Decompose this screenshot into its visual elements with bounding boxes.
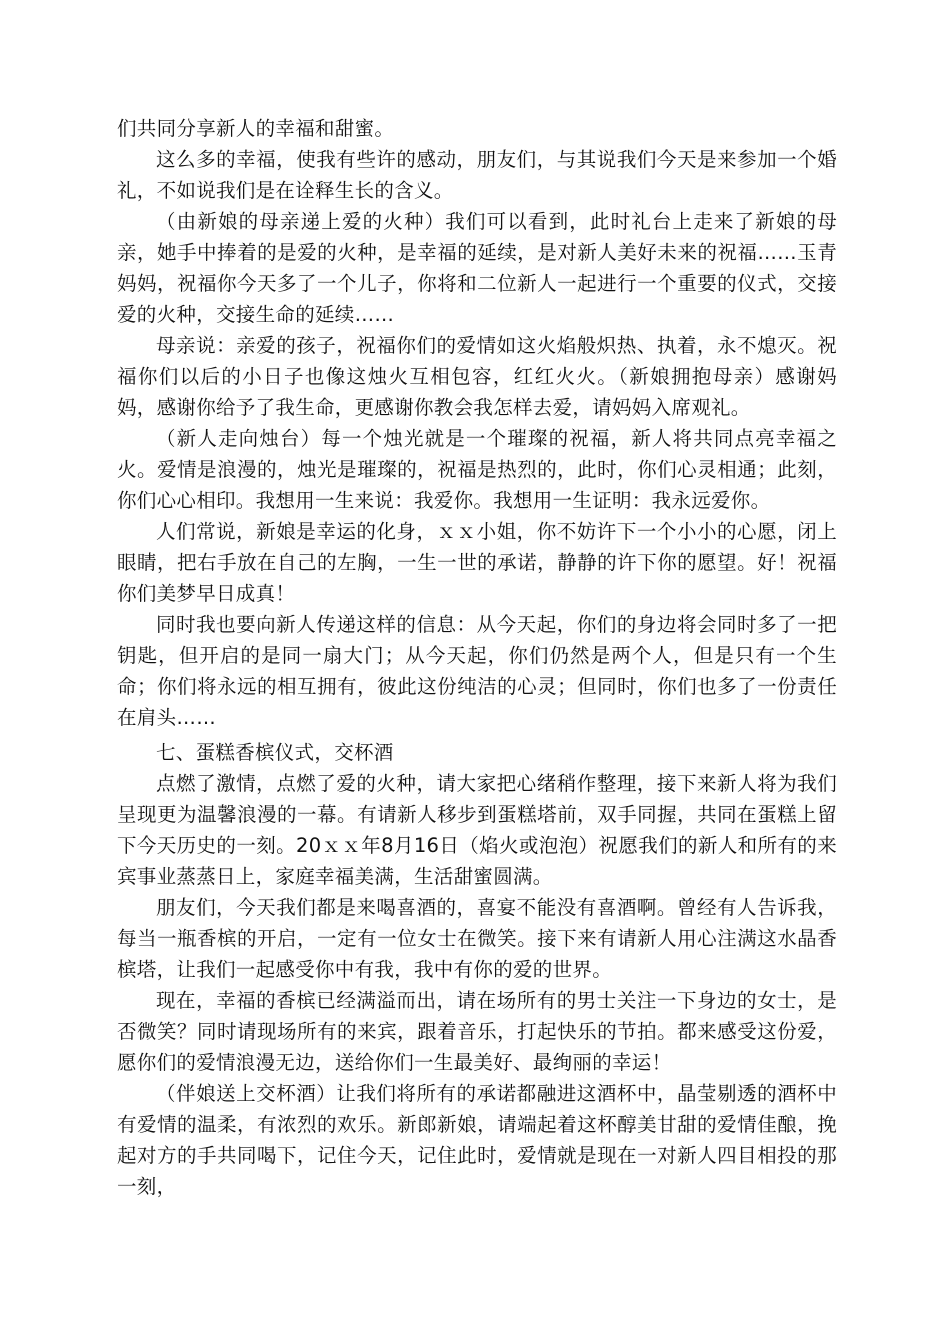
- paragraph-continuation: 们共同分享新人的幸福和甜蜜。: [117, 117, 395, 140]
- document-body: [117, 113, 837, 1202]
- paragraph: （新人走向烛台）每一个烛光就是一个璀璨的祝福，新人将共同点亮幸福之火。爱情是浪漫的，烛光是璀璨的，祝福是热烈的，此时，你们心灵相通；此刻，你们心心相印。我想用一生来说：我爱你。我想用一生证明：我永远爱你。: [117, 427, 837, 512]
- paragraph: 母亲说：亲爱的孩子，祝福你们的爱情如这火焰般炽热、执着，永不熄灭。祝福你们以后的小日子也像这烛火互相包容，红红火火。（新娘拥抱母亲）感谢妈妈，感谢你给予了我生命，更感谢你教会我怎样去爱，请妈妈入席观礼。: [117, 334, 837, 419]
- paragraph: 朋友们，今天我们都是来喝喜酒的，喜宴不能没有喜酒啊。曾经有人告诉我，每当一瓶香槟的开启，一定有一位女士在微笑。接下来有请新人用心注满这水晶香槟塔，让我们一起感受你中有我，我中有你的爱的世界。: [117, 896, 837, 981]
- paragraph: 人们常说，新娘是幸运的化身，ｘｘ小姐，你不妨许下一个小小的心愿，闭上眼睛，把右手放在自己的左胸，一生一世的承诺，静静的许下你的愿望。好！祝福你们美梦早日成真！: [117, 520, 837, 605]
- paragraph: 同时我也要向新人传递这样的信息：从今天起，你们的身边将会同时多了一把钥匙，但开启的是同一扇大门；从今天起，你们仍然是两个人，但是只有一个生命；你们将永远的相互拥有，彼此这份纯洁的心灵；但同时，你们也多了一份责任在肩头……: [117, 613, 837, 729]
- paragraph: 这么多的幸福，使我有些许的感动，朋友们，与其说我们今天是来参加一个婚礼，不如说我们是在诠释生长的含义。: [117, 148, 837, 202]
- paragraph: （伴娘送上交杯酒）让我们将所有的承诺都融进这酒杯中，晶莹剔透的酒杯中有爱情的温柔，有浓烈的欢乐。新郎新娘，请端起着这杯醇美甘甜的爱情佳酿，挽起对方的手共同喝下，记住今天，记住此时，爱情就是现在一对新人四目相投的那一刻，: [117, 1082, 837, 1198]
- section-heading: 七、蛋糕香槟仪式，交杯酒: [156, 741, 394, 764]
- paragraph: 点燃了激情，点燃了爱的火种，请大家把心绪稍作整理，接下来新人将为我们呈现更为温馨浪漫的一幕。有请新人移步到蛋糕塔前，双手同握，共同在蛋糕上留下今天历史的一刻。20ｘｘ年8月16日（焰火或泡泡）祝愿我们的新人和所有的来宾事业蒸蒸日上，家庭幸福美满，生活甜蜜圆满。: [117, 772, 837, 888]
- paragraph: （由新娘的母亲递上爱的火种）我们可以看到，此时礼台上走来了新娘的母亲，她手中捧着的是爱的火种，是幸福的延续，是对新人美好未来的祝福……玉青妈妈，祝福你今天多了一个儿子，你将和二位新人一起进行一个重要的仪式，交接爱的火种，交接生命的延续……: [117, 210, 837, 326]
- paragraph: 现在，幸福的香槟已经满溢而出，请在场所有的男士关注一下身边的女士，是否微笑？同时请现场所有的来宾，跟着音乐，打起快乐的节拍。都来感受这份爱，愿你们的爱情浪漫无边，送给你们一生最美好、最绚丽的幸运！: [117, 989, 837, 1074]
